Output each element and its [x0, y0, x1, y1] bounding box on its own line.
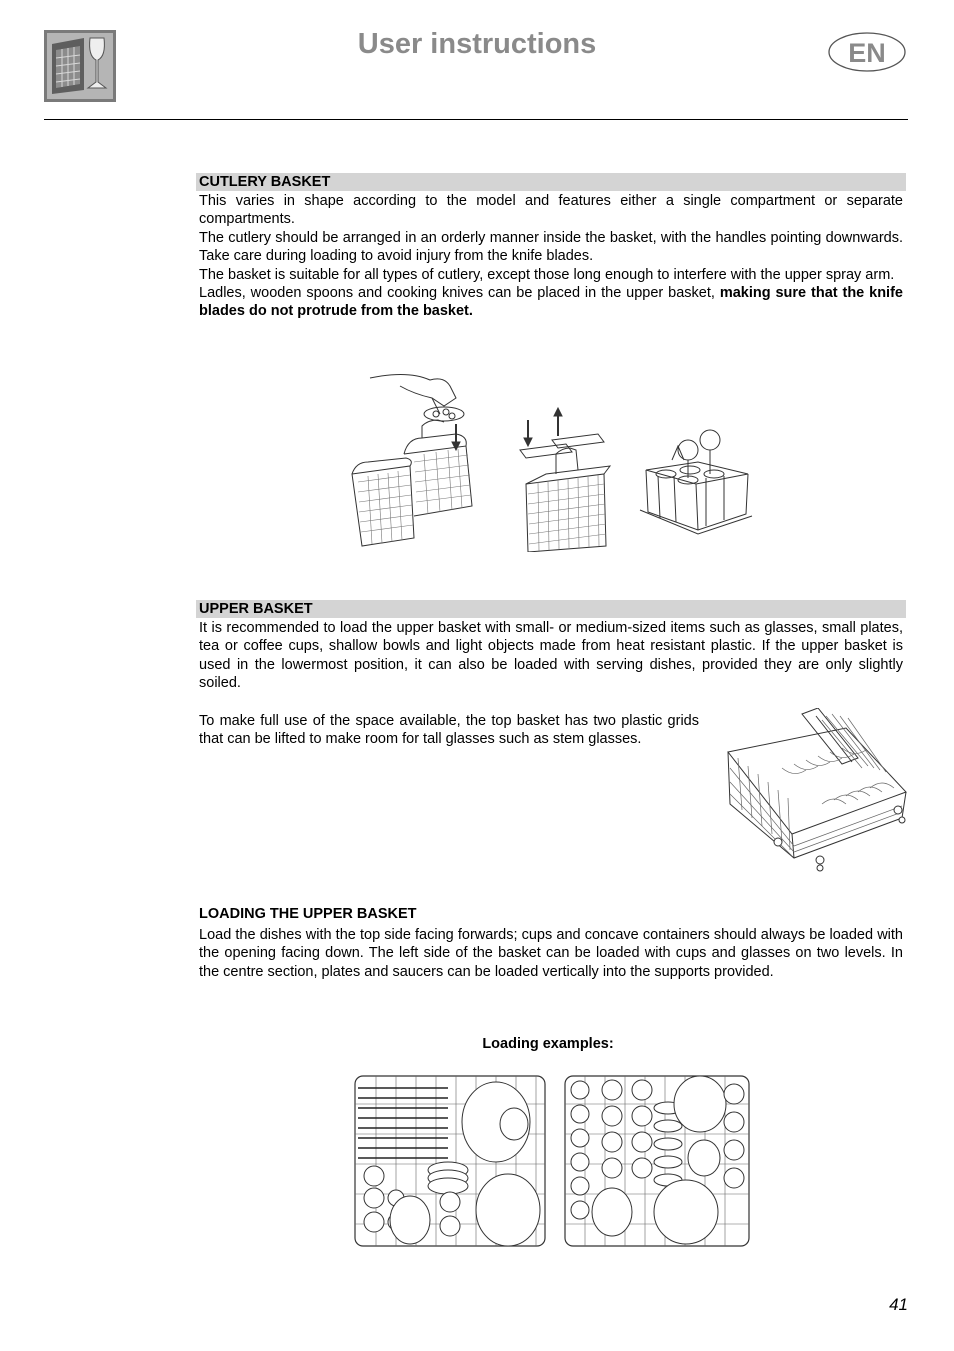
language-badge-oval: [827, 31, 907, 73]
upper-paragraph-2: To make full use of the space available, the top basket has two plastic grids that can be lifted to make room for tall glasses such as stem glasses.: [199, 713, 699, 748]
upper-basket-grids-text: [199, 712, 699, 749]
upper-basket-text: [199, 619, 903, 693]
cutlery-paragraph-4-bold: making sure that the knife blades do not protrude from the basket.: [199, 285, 903, 320]
loading-upper-basket-heading: LOADING THE UPPER BASKET: [199, 906, 417, 922]
cutlery-paragraph-4-normal: Ladles, wooden spoons and cooking knives can be placed in the upper basket,: [199, 285, 720, 302]
cutlery-basket-illustration: [348, 362, 754, 552]
loading-example-left-illustration: [352, 1074, 548, 1248]
language-code: EN: [848, 38, 886, 68]
page-number: 41: [889, 1295, 908, 1314]
cutlery-basket-text: [199, 192, 903, 321]
cutlery-paragraph-1: This varies in shape according to the model and features either a single compartment or separate compartments.: [199, 193, 903, 228]
loading-paragraph-1: Load the dishes with the top side facing forwards; cups and concave containers should always be loaded with the opening facing down. The left side of the basket can be loaded with cups and glasses on two levels. In the centre section, plates and saucers can be loaded vertically into the supports provided.: [199, 927, 903, 980]
loading-upper-basket-text: [199, 926, 903, 981]
loading-example-right-illustration: [562, 1074, 752, 1248]
header-divider: [44, 119, 908, 120]
upper-basket-heading: UPPER BASKET: [196, 600, 906, 618]
loading-examples-caption: Loading examples:: [482, 1036, 614, 1052]
cutlery-paragraph-2: The cutlery should be arranged in an orderly manner inside the basket, with the handles pointing downwards. Take care during loading to avoid injury from the knife blades.: [199, 229, 903, 265]
cutlery-basket-heading: CUTLERY BASKET: [196, 173, 906, 191]
upper-paragraph-1: It is recommended to load the upper basket with small- or medium-sized items such as glasses, small plates, tea or coffee cups, shallow bowls and light objects made from heat resistant plastic. If the upper basket is used in the lowermost position, it can also be loaded with serving dishes, provided they are only slightly soiled.: [199, 620, 903, 692]
cutlery-paragraph-3: The basket is suitable for all types of cutlery, except those long enough to interfere with the upper spray arm.: [199, 266, 895, 283]
cutlery-paragraph-4: [199, 284, 903, 321]
page-title: User instructions: [357, 28, 597, 60]
upper-basket-rack-illustration: [722, 708, 908, 874]
language-badge: [827, 31, 907, 73]
